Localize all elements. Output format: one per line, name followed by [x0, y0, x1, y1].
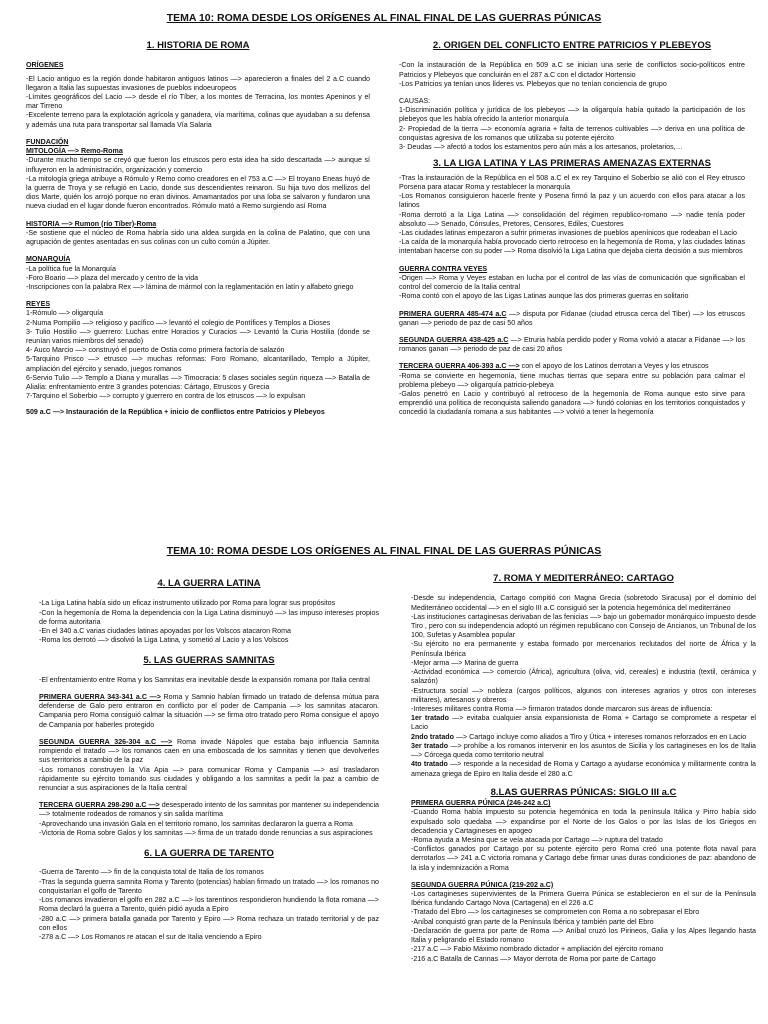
closing-statement: 509 a.C —> Instauración de la República + inicio de conflictos entre Patricios y Plebeyos	[26, 407, 325, 416]
text-line: -Las ciudades latinas empezaron a sufrir primeras invasiones de pueblos apenínicos que rodeaban el Lacio	[399, 228, 737, 237]
war-label: SEGUNDA GUERRA 438-425 a.C	[399, 335, 509, 344]
text-line: -Mejor arma —> Marina de guerra	[411, 658, 519, 667]
war-text: Roma invade Nápoles que estaba bajo influencia Samnita rompiendo el tratado —> los romanos caen en una emboscada de los samnitas y tienen que devolverles sus territorios a cambio de la paz	[39, 737, 379, 765]
text-line: 7-Tarquino el Soberbio —> corrupto y guerrero en contra de los etruscos —> lo expulsan	[26, 392, 306, 401]
war-text: desesperado intento de los samnitas por mantener su independencia —> totalmente rodeados de romanos y sin salida marítima	[39, 801, 380, 819]
treaty-text: —> prohíbe a los romanos intervenir en los asuntos de Sicilia y los cartagineses en los de Italia —> Córcega queda como territorio neutral	[411, 741, 756, 760]
section-heading-historia: 1. HISTORIA DE ROMA	[146, 40, 250, 51]
text-line: -Galos penetró en Lacio y contribuyó al retroceso de la hegemonía de Roma aunque esto sirve para emprendió una política de reconquista saliendo ganadora —> fundó colonias en los territorios conquistados y concedió la ciudadanía romana a sus habitantes —> volvió a tener la hegemonía	[399, 390, 745, 417]
war-label: PRIMERA GUERRA 485-474 a.C	[399, 309, 507, 318]
text-line: 4- Auco Marcio —> construyó el puerto de Ostia como primera factoría de salazón	[26, 346, 285, 355]
text-line: -Aprovechando una invasión Gala en el territorio romano, los samnitas declararon la guerra a Roma	[39, 819, 353, 828]
text-line: 3- Tulio Hostilio —> guerrero: Luchas entre Horacios y Curacios —> Levantó la Curia Hostilia (donde se reunían varios miembros del senado)	[26, 327, 370, 346]
text-line: -Los cartagineses supervivientes de la Primera Guerra Púnica se establecieron en el sur de la Península Ibérica fundando Cartago Nova (Cartagena) en el 226 a.C	[411, 890, 756, 908]
text-line: -Tras la instauración de la República en el 508 a.C el ex rey Tarquino el Soberbio se alió con el Rey etrusco Porsena para atacar Roma y restablecer la monarquía	[399, 173, 745, 191]
war-label: SEGUNDA GUERRA 326-304 a.C —>	[39, 737, 173, 746]
text-line: -Inscripciones con la palabra Rex —> lámina de mármol con la reglamentación en latín y alfabeto griego	[26, 282, 354, 291]
text-line: -Los romanos construyen la Vía Apia —> para comunicar Roma y Campania —> así trasladaron rápidamente su ejército tomando sus ciudades y obligando a los samnitas a pedir la paz a cambio de renunciar a sus aspiraciones de la Italia central	[39, 765, 379, 792]
text-line: -En el 340 a.C varias ciudades latinas apoyadas por los Volscos atacaron Roma	[39, 627, 291, 635]
text-line: -Tras la segunda guerra samnita Roma y Tarento (potencias) habían firmado un tratado —> los romanos no conquistarían el golfo de Tarento	[39, 877, 379, 895]
section-heading-tarento: 6. LA GUERRA DE TARENTO	[144, 848, 274, 860]
treaty-paragraph	[411, 760, 756, 778]
subheading-origenes: ORÍGENES	[26, 61, 64, 70]
text-line: -Roma contó con el apoyo de las Ligas Latinas aunque las dos primeras guerras en solitario	[399, 292, 689, 301]
text-line: -Roma derrotó a la Liga Latina —> consolidación del régimen republico-romano —> nadie tenía poder absoluto —> Senado, Cónsules, Pretores, Censores, Ediles, Cuestores	[399, 210, 745, 228]
text-line: -Estructura social —> nobleza (cargos políticos, algunos con intereses agrarios y otros con intereses militares), artesanos y obreros	[411, 686, 756, 704]
page-title: TEMA 10: ROMA DESDE LOS ORÍGENES AL FINAL FINAL DE LAS GUERRAS PÚNICAS	[166, 12, 602, 24]
right-column	[399, 38, 745, 418]
text-line: -216 a.C Batalla de Cannas —> Mayor derrota de Roma por parte de Cartago	[411, 954, 656, 963]
treaty-text: —> evitaba cualquier ansia expansionista de Roma + Cartago se compromete a respetar el Lacio	[411, 714, 756, 732]
war-label: TERCERA GUERRA 298-290 a.C —>	[39, 801, 160, 810]
treaty-label: 4to tratado	[411, 760, 448, 769]
treaty-label: 1er tratado	[411, 714, 449, 723]
text-line: 5-Tarquino Prisco —> etrusco —> muchas reformas: Foro Romano, alcantarillado, Templo a Júpiter, ampliación del ejército y senado, juegos romanos	[26, 355, 370, 373]
war-paragraph	[39, 738, 379, 766]
text-line: 6-Servio Tulio —> Templo a Diana y murallas —> Timocracia: 5 clases sociales según riqueza —> Batalla de Alialia: enfrentamiento entre 3 grandes potencias: Cártago, Etruscos y Grecia	[26, 373, 370, 392]
right-column	[411, 571, 756, 964]
treaty-paragraph	[411, 714, 756, 732]
text-line: -Guerra de Tarento —> fin de la conquista total de Italia de los romanos	[39, 868, 264, 877]
treaty-paragraph	[411, 742, 756, 760]
section-heading-samnitas: 5. LAS GUERRAS SAMNITAS	[143, 655, 275, 667]
text-line: -278 a.C —> Los Romanos re atacan el sur de Italia venciendo a Epiro	[39, 932, 262, 941]
text-line: 2-Numa Pompilio —> religioso y pacífico —> levantó el colegio de Pontífices y Templos a Dioses	[26, 318, 331, 327]
text-line: -Su ejército no era permanente y estaba formado por mercenarios reclutados del norte de África y la Península Ibérica	[411, 640, 756, 658]
treaty-paragraph	[411, 733, 756, 742]
text-line: -La Liga Latina había sido un eficaz instrumento utilizado por Roma para lograr sus propósitos	[39, 599, 336, 608]
text-line: -Durante mucho tiempo se creyó que fueron los etruscos pero esta idea ha sido descartada —> aunque sí influyeron en la administración, organización y comercio	[26, 156, 370, 174]
war-label: PRIMERA GUERRA 343-341 a.C —>	[39, 693, 161, 701]
text-line: -Roma ayuda a Mesina que se veía atacada por Cartago —> ruptura del tratado	[411, 835, 663, 844]
text-line: -Actividad económica —> comercio (África), agricultura (oliva, vid, cereales) e industria (textil, cerámica y salazón)	[411, 668, 756, 686]
text-line: -Se sostiene que el núcleo de Roma habría sido una aldea surgida en la colina de Palatino, que con una agrupación de gentes asentadas en sus colinas con un culto común a Júpiter.	[26, 228, 370, 247]
text-line: -El Lacio antiguo es la región donde habitaron antiguos latinos —> aparecieron a finales del 2 a.C cuando llegaron a Italia las supuestas invasiones de pueblos indoeuropeos	[26, 74, 370, 92]
text-line: -Límites geográficos del Lacio —> desde el río Tíber, a los montes de Terracina, los montes Apeninos y el mar Tirreno	[26, 93, 370, 111]
war-text: —> disputa por Fidanae (ciudad etrusca cerca del Tiber) —> los etruscos ganan —> periodo de paz de casi 50 años	[399, 309, 745, 327]
left-column	[26, 38, 370, 417]
text-line: -Los Romanos consiguieron hacerle frente y Posena firmó la paz y un acuerdo con ellos para atacar a los latinos	[399, 192, 745, 210]
text-line: -Aníbal conquistó gran parte de la Península Ibérica y también parte del Ebro	[411, 917, 654, 926]
subheading-primera-punica: PRIMERA GUERRA PÚNICA (246-242 a.C)	[411, 799, 551, 808]
section-heading-guerra-latina: 4. LA GUERRA LATINA	[157, 578, 261, 589]
text-line: -Victoria de Roma sobre Galos y los samnitas —> firma de un tratado donde renuncias a sus aspiraciones	[39, 828, 373, 837]
text-line: -280 a.C —> primera batalla ganada por Tarento y Epiro —> Roma rechaza un tratado territorial y de paz con ellos	[39, 914, 379, 932]
treaty-label: 2ndo tratado	[411, 732, 454, 741]
text-line: -Tratado del Ebro —> los cartagineses se comprometen con Roma a no sobrepasar el Ebro	[411, 908, 700, 917]
treaty-label: 3er tratado	[411, 741, 449, 750]
text-line: -Foro Boario —> plaza del mercado y centro de la vida	[26, 273, 199, 282]
text-line: -Roma se convierte en hegemonía, tiene muchas tierras que separa entre su población para calmar el problema plebeyo —> oligarquía patricio-plebeya	[399, 371, 745, 389]
subheading-monarquia: MONARQUÍA	[26, 255, 71, 264]
text-line: -El enfrentamiento entre Roma y los Samnitas era inevitable desde la expansión romana por Italia central	[39, 675, 370, 684]
war-paragraph	[39, 801, 379, 819]
text-line: -La mitología griega atribuye a Rómulo y Remo como creadores en el 753 a.C —> El troyano Eneas huyó de la guerra de Troya y se refugió en Lacio, donde sus descendientes reinaron. Su hija tuvo dos mellizos del dios Marte, quién los arrojó porque no eran divinos. Amamantados por una loba se salvaron y fundaron una nueva ciudad en el lugar donde fueron encontrados. Rómulo mató a Remo surgiendo así Roma	[26, 174, 370, 211]
left-column	[39, 576, 379, 942]
text-line: -Conflictos ganados por Cartago por su potente ejército pero Roma creó una potente flota naval para derrotarlos —> 241 a.C victoria romana y Cartago debe firmar unas duras condiciones de paz: abandono de la isla y indemnización a Roma	[411, 845, 756, 872]
text-line: 1-Rómulo —> oligarquía	[26, 309, 104, 318]
subheading-mitologia: MITOLOGÍA —> Remo-Roma	[26, 147, 123, 156]
subheading-veyes: GUERRA CONTRA VEYES	[399, 264, 488, 273]
subheading-historia: HISTORIA —> Rumon (río Tíber)-Roma	[26, 219, 157, 228]
text-line: -217 a.C —> Fabio Máximo nombrado dictador + ampliación del ejército romano	[411, 945, 664, 954]
war-text: Roma y Samnio habían firmado un tratado de defensa mútua para defenderse de Galo pero entraron en conflicto por el poder de Campania —> los samnitas atacaron. Campania pero Roma consiguió calmar la situación —> se firma otro tratado pero Roma consigue el apoyo de Campania por haberles protegido	[39, 693, 380, 729]
causas-label: CAUSAS:	[399, 97, 431, 105]
text-line: -Cuando Roma había impuesto su potencia hegemónica en toda la península Itálica y Pirro había sido expulsado solo quedaba —> expandirse por el Norte de los Galos o por las Islas de los Griegos en decadencia y Cartagineses en apogeo	[411, 808, 756, 835]
war-text: con el apoyo de los Latinos derrotan a Veyes y los etruscos	[519, 362, 709, 371]
text-line: -Los Patricios ya tenían unos líderes vs. Plebeyos que no tenían conciencia de grupo	[399, 79, 667, 88]
section-heading-cartago: 7. ROMA Y MEDITERRÁNEO: CARTAGO	[493, 573, 674, 584]
treaty-text: —> responde a la necesidad de Roma y Cartago a ayudarse económica y militarmente contra la amenaza griega de Epiro en Italia desde el 280 a.C	[411, 760, 756, 778]
text-line: 1-Discriminación política y jurídica de los plebeyos —> la oligarquía había quitado la participación de los plebeyos que les había ofrecido la anterior monarquía	[399, 106, 745, 124]
war-paragraph	[399, 336, 745, 354]
war-text: —> Etruria había perdido poder y Roma volvió a atacar a Fidanae —> los romanos ganan —> periodo de paz de casi 20 años	[399, 335, 745, 354]
subheading-segunda-punica: SEGUNDA GUERRA PÚNICA (219-202 a.C)	[411, 880, 554, 889]
war-paragraph	[399, 362, 745, 371]
text-line: -La caída de la monarquía había provocado cierto retroceso en la hegemonía de Roma, y las ciudades latinas intentaban hacerse con su poder —> Roma disolvió la Liga Latina que dejaba cierta decisión a sus miembros	[399, 238, 745, 256]
page-title: TEMA 10: ROMA DESDE LOS ORÍGENES AL FINAL FINAL DE LAS GUERRAS PÚNICAS	[166, 545, 602, 557]
text-line: 2- Propiedad de la tierra —> economía agraria + falta de terrenos cultivables —> deriva en una política de conquistas agresiva de los romanos que utilizaba su potente ejército	[399, 124, 745, 142]
subheading-reyes: REYES	[26, 300, 51, 309]
text-line: -Con la instauración de la República en 509 a.C se inician una serie de conflictos socio-políticos entre Patricios y Plebeyos que concluirán en el 287 a.C con el dictador Hortensio	[399, 61, 745, 79]
text-line: -Las instituciones cartaginesas derivaban de las fenicias —> bajo un gobernador monárquico impuesto desde Tiro , pero con su independencia adoptó un régimen republicano con Consejo de Ancianos, un Tribunal de los 100, Sufetas y Asamblea popular	[411, 612, 756, 640]
war-label: TERCERA GUERRA 406-393 a.C —>	[399, 362, 520, 371]
text-line: -Desde su independencia, Cartago compitió con Magna Grecia (sobretodo Siracusa) por el dominio del Mediterráneo occidental —> en el siglo III a.C consiguió ser la potencia hegemónica del mediterráneo	[411, 594, 756, 612]
war-paragraph	[39, 693, 379, 730]
text-line: -Roma los derrotó —> disolvió la Liga Latina, y sometió al Lacio y a los Volscos	[39, 636, 289, 645]
text-line: 3- Deudas —> afectó a todos los estamentos pero aún más a los artesanos, proletarios,…	[399, 143, 683, 152]
section-heading-punicas: 8.LAS GUERRAS PÚNICAS: SIGLO III a.C	[490, 786, 677, 798]
text-line: -Excelente terreno para la explotación agrícola y ganadera, vía marítima, colinas que ayudaban a su defensa y además una ruta para transportar sal llamada Vía Salaria	[26, 111, 370, 129]
text-line: -Declaración de guerra por parte de Roma —> Aníbal cruzó los Pirineos, Galia y los Alpes llegando hasta Italia y peligrando el Estado romano	[411, 926, 756, 945]
section-heading-conflicto: 2. ORIGEN DEL CONFLICTO ENTRE PATRICIOS Y PLEBEYOS	[432, 40, 712, 51]
text-line: -Intereses militares contra Roma —> firmaron tratados donde marcaron sus áreas de influencia:	[411, 704, 713, 713]
text-line: -Origen —> Roma y Veyes estaban en lucha por el control de las vías de comunicación que significaban el control del comercio de la Italia central	[399, 273, 745, 292]
treaty-text: —> Cartago incluye como aliados a Tiro y Útica + intereses romanos reforzados en en Lacio	[453, 732, 747, 741]
subheading-fundacion: FUNDACIÓN	[26, 137, 69, 146]
notes-page-2	[0, 535, 768, 1024]
text-line: -La política fue la Monarquía	[26, 264, 116, 273]
war-paragraph	[399, 310, 745, 328]
section-heading-liga: 3. LA LIGA LATINA Y LAS PRIMERAS AMENAZAS EXTERNAS	[433, 158, 711, 170]
text-line: -Los romanos invadieron el golfo en 282 a.C —> los tarentinos respondieron hundiendo la flota romana —> Roma declaró la guerra a Tarento, quién pidió ayuda a Epiro	[39, 896, 379, 914]
text-line: -Con la hegemonía de Roma la dependencia con la Liga Latina disminuyó —> las impuso intereses propios de forma autoritaria	[39, 608, 379, 626]
